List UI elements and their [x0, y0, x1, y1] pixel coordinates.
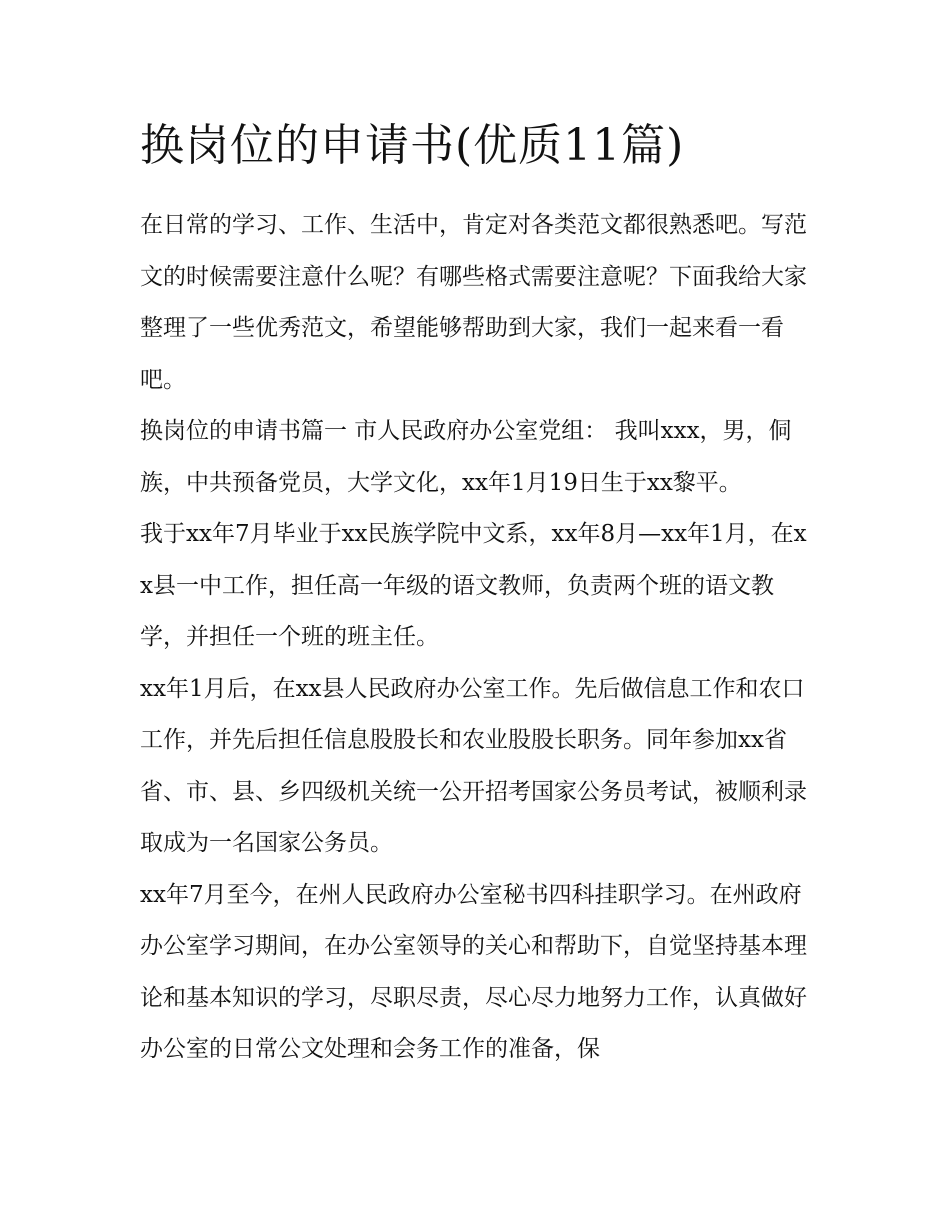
county-office-paragraph: xx年1月后，在xx县人民政府办公室工作。先后做信息工作和农口工作，并先后担任信息股股长和农业股股长职务。同年参加xx省省、市、县、乡四级机关统一公开招考国家公务员考试，被顺利录取成为一名国家公务员。 — [140, 675, 807, 856]
document-title: 换岗位的申请书(优质11篇) — [140, 120, 685, 171]
education-work-paragraph: 我于xx年7月毕业于xx民族学院中文系，xx年8月—xx年1月，在xx县一中工作，担任高一年级的语文教师，负责两个班的语文教学，并担任一个班的班主任。 — [140, 521, 807, 650]
document-body — [140, 200, 812, 1076]
section-one-paragraph: 换岗位的申请书篇一 市人民政府办公室党组： 我叫xxx，男，侗族，中共预备党员，大学文化，xx年1月19日生于xx黎平。 — [140, 418, 792, 496]
current-post-paragraph: xx年7月至今，在州人民政府办公室秘书四科挂职学习。在州政府办公室学习期间，在办公室领导的关心和帮助下，自觉坚持基本理论和基本知识的学习，尽职尽责，尽心尽力地努力工作，认真做好办公室的日常公文处理和会务工作的准备，保 — [140, 881, 807, 1062]
intro-paragraph: 在日常的学习、工作、生活中，肯定对各类范文都很熟悉吧。写范文的时候需要注意什么呢？有哪些格式需要注意呢？下面我给大家整理了一些优秀范文，希望能够帮助到大家，我们一起来看一看吧。 — [140, 212, 807, 393]
